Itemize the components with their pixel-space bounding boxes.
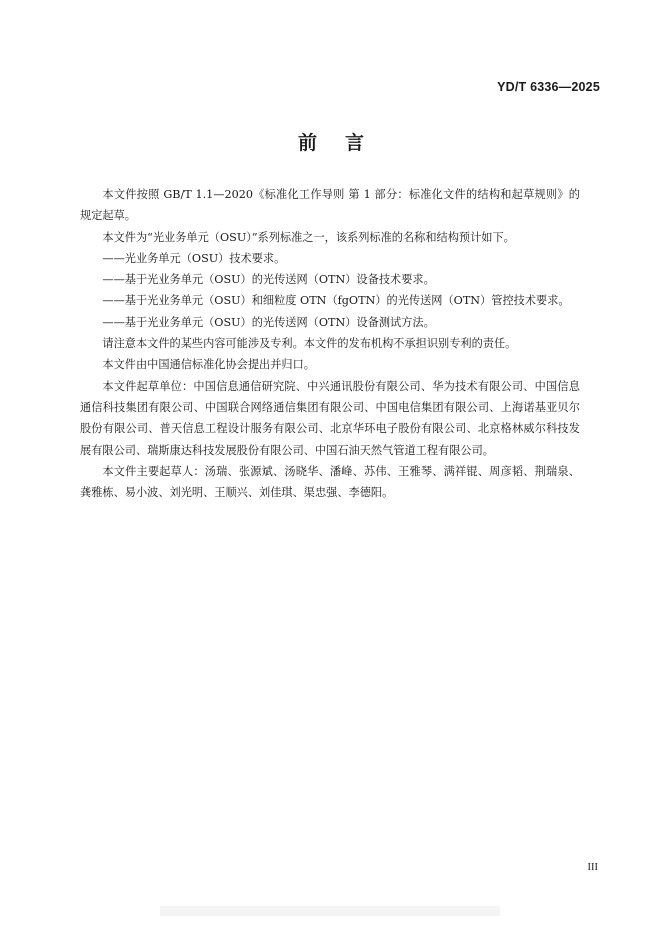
drafters-paragraph: 本文件主要起草人：汤瑞、张源斌、汤晓华、潘峰、苏伟、王雅琴、满祥锟、周彦韬、荆瑞泉、龚雅栋、易小波、刘光明、王顺兴、刘佳琪、渠忠强、李德阳。	[80, 464, 580, 500]
drafting-units-paragraph: 本文件起草单位：中国信息通信研究院、中兴通讯股份有限公司、华为技术有限公司、中国信息通信科技集团有限公司、中国联合网络通信集团有限公司、中国电信集团有限公司、上海诺基亚贝尔股份有限公司、普天信息工程设计服务有限公司、北京华环电子股份有限公司、北京格林威尔科技发展有限公司、瑞斯康达科技发展股份有限公司、中国石油天然气管道工程有限公司。	[80, 379, 580, 457]
patent-notice-paragraph: 请注意本文件的某些内容可能涉及专利。本文件的发布机构不承担识别专利的责任。	[102, 337, 517, 351]
series-intro-paragraph: 本文件为“光业务单元（OSU）”系列标准之一，该系列标准的名称和结构预计如下。	[102, 230, 515, 244]
bottom-watermark-strip	[160, 906, 500, 916]
page-title: 前言	[297, 132, 392, 154]
series-list-item: ——基于光业务单元（OSU）的光传送网（OTN）设备技术要求。	[102, 273, 435, 287]
proposer-paragraph: 本文件由中国通信标准化协会提出并归口。	[102, 358, 315, 372]
series-list-item: ——基于光业务单元（OSU）和细粒度 OTN（fgOTN）的光传送网（OTN）管控技术要求。	[102, 294, 570, 308]
standard-number: YD/T 6336—2025	[497, 80, 600, 94]
page-number: III	[587, 862, 598, 873]
series-list-item: ——基于光业务单元（OSU）的光传送网（OTN）设备测试方法。	[102, 315, 435, 329]
series-list-item: ——光业务单元（OSU）技术要求。	[102, 251, 286, 265]
drafting-rule-paragraph: 本文件按照 GB/T 1.1—2020《标准化工作导则 第 1 部分：标准化文件的结构和起草规则》的规定起草。	[80, 188, 580, 223]
foreword-body	[80, 184, 580, 503]
